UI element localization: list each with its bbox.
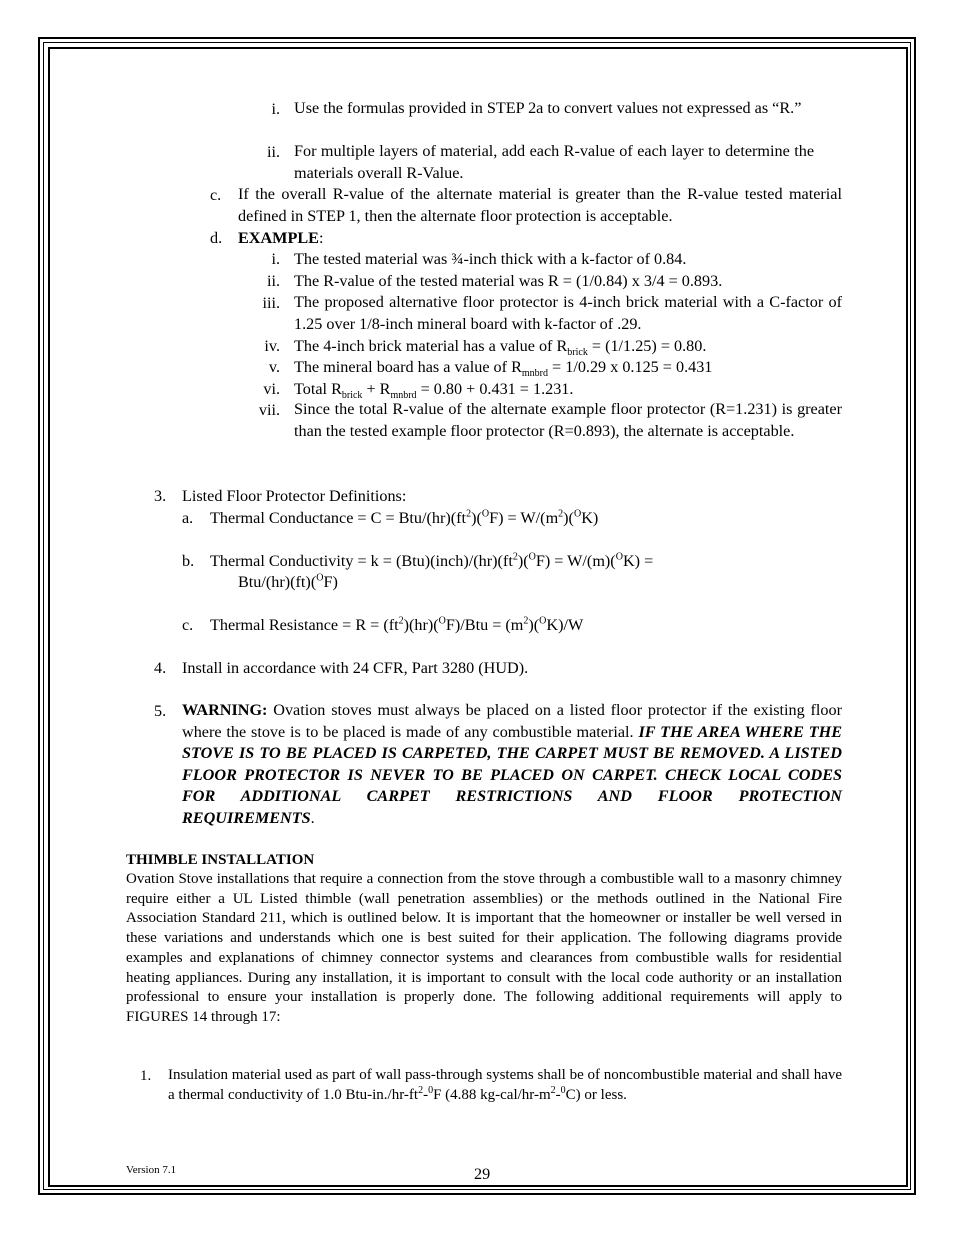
list-number: ii.: [266, 272, 280, 290]
list-item-text: If the overall R-value of the alternate material is greater than the R-value tested material defined in STEP 1, then the alternate floor protection is acceptable.: [238, 185, 842, 225]
warning-paragraph: WARNING: Ovation stoves must always be placed on a listed floor protector if the existing floor where the stove is to be placed is made of any combustible material. IF THE AREA WHERE THE STOVE IS TO BE PLACED IS CARPETED, THE CARPET MUST BE REMOVED. A LISTED FLOOR PROTECTOR IS NEVER TO BE PLACED ON CARPET. CHECK LOCAL CODES FOR ADDITIONAL CARPET RESTRICTIONS AND FLOOR PROTECTION REQUIREMENTS.: [182, 701, 842, 827]
list-item-text: For multiple layers of material, add each R-value of each layer to determine the materials overall R-Value.: [294, 142, 814, 182]
list-letter: c.: [210, 186, 222, 204]
version-label: Version 7.1: [126, 1164, 177, 1176]
list-letter: d.: [210, 229, 223, 247]
list-item-text: Install in accordance with 24 CFR, Part 3280 (HUD).: [182, 659, 529, 677]
list-item-text: The 4-inch brick material has a value of $R_{brick} = (1/1.25) = 0.80$.: [294, 337, 707, 359]
list-number: vi.: [263, 380, 280, 398]
formula-thermal-conductivity-cont: Btu/(hr)(ft)($^O$F): [238, 572, 338, 591]
list-number: iii.: [262, 294, 280, 312]
formula-thermal-conductance: Thermal Conductance = C = Btu/$(hr)(ft^2)(^OF) = W/(m^2)(^OK)$: [210, 508, 599, 527]
formula-thermal-conductivity: Thermal Conductivity = $k = (Btu)(inch)/(hr)(ft^2)(^OF) = W/(m)(^OK)$ =: [210, 551, 654, 570]
list-number: v.: [268, 358, 280, 376]
list-letter: b.: [182, 552, 195, 570]
thimble-body: Ovation Stove installations that require a connection from the stove through a combustible wall to a masonry chimney require either a UL Listed thimble (wall penetration assemblies) or the methods outlined in the National Fire Association Standard 211, which is outlined below. It is important that the homeowner or installer be well versed in these variations and understands which one is best suited for their application. The following diagrams provide examples and explanations of chimney connector systems and clearances from combustible walls for residential heating appliances. During any installation, it is important to consult with the local code authority or an installation professional to ensure your installation is properly done. The following additional requirements will apply to FIGURES 14 through 17:: [126, 871, 842, 1025]
example-heading: EXAMPLE:: [238, 229, 324, 247]
list-number: vii.: [258, 401, 280, 419]
list-item-text: Total $R_{brick} + R_{mnbrd} = 0.80 + 0.431 = 1.231$.: [294, 380, 574, 402]
list-letter: c.: [182, 616, 194, 634]
list-number: ii.: [266, 143, 280, 161]
list-number: 4.: [154, 659, 167, 677]
list-number: 3.: [154, 487, 167, 505]
list-item-text: The proposed alternative floor protector is 4-inch brick material with a C-factor of 1.25 over 1/8-inch mineral board with k-factor of .29.: [294, 293, 842, 333]
list-item-text: Use the formulas provided in STEP 2a to convert values not expressed as “R.”: [294, 99, 802, 117]
list-item-text: The tested material was ¾-inch thick with a k-factor of 0.84.: [294, 250, 687, 268]
list-item-text: The mineral board has a value of $R_{mnbrd} = 1/0.29$ x 0.125 = 0.431: [294, 358, 713, 380]
page-number: 29: [474, 1165, 491, 1183]
list-number: 5.: [154, 702, 167, 720]
list-item-text: Since the total R-value of the alternate example floor protector (R=1.231) is greater than the tested example floor protector (R=0.893), the alternate is acceptable.: [294, 400, 842, 440]
list-letter: a.: [182, 509, 194, 527]
list-item-text: The R-value of the tested material was R = (1/0.84) x 3/4 = 0.893.: [294, 272, 723, 290]
list-number: 1.: [140, 1068, 152, 1084]
section-heading: THIMBLE INSTALLATION: [126, 852, 315, 868]
list-number: iv.: [264, 337, 280, 355]
list-number: i.: [271, 250, 280, 268]
thimble-item-text: Insulation material used as part of wall pass-through systems shall be of noncombustible material and shall have a thermal conductivity of 1.0 Btu-$in./hr-ft^2-^0F$ (4.88 $kg-cal/hr-m^2-^0C$) or less.: [168, 1067, 843, 1103]
section-title: Listed Floor Protector Definitions:: [182, 487, 407, 505]
formula-thermal-resistance: Thermal Resistance = $R = (ft^2)(hr)(^OF)$/Btu = $(m^2)(^OK)/W$: [210, 615, 584, 634]
list-number: i.: [271, 100, 280, 118]
